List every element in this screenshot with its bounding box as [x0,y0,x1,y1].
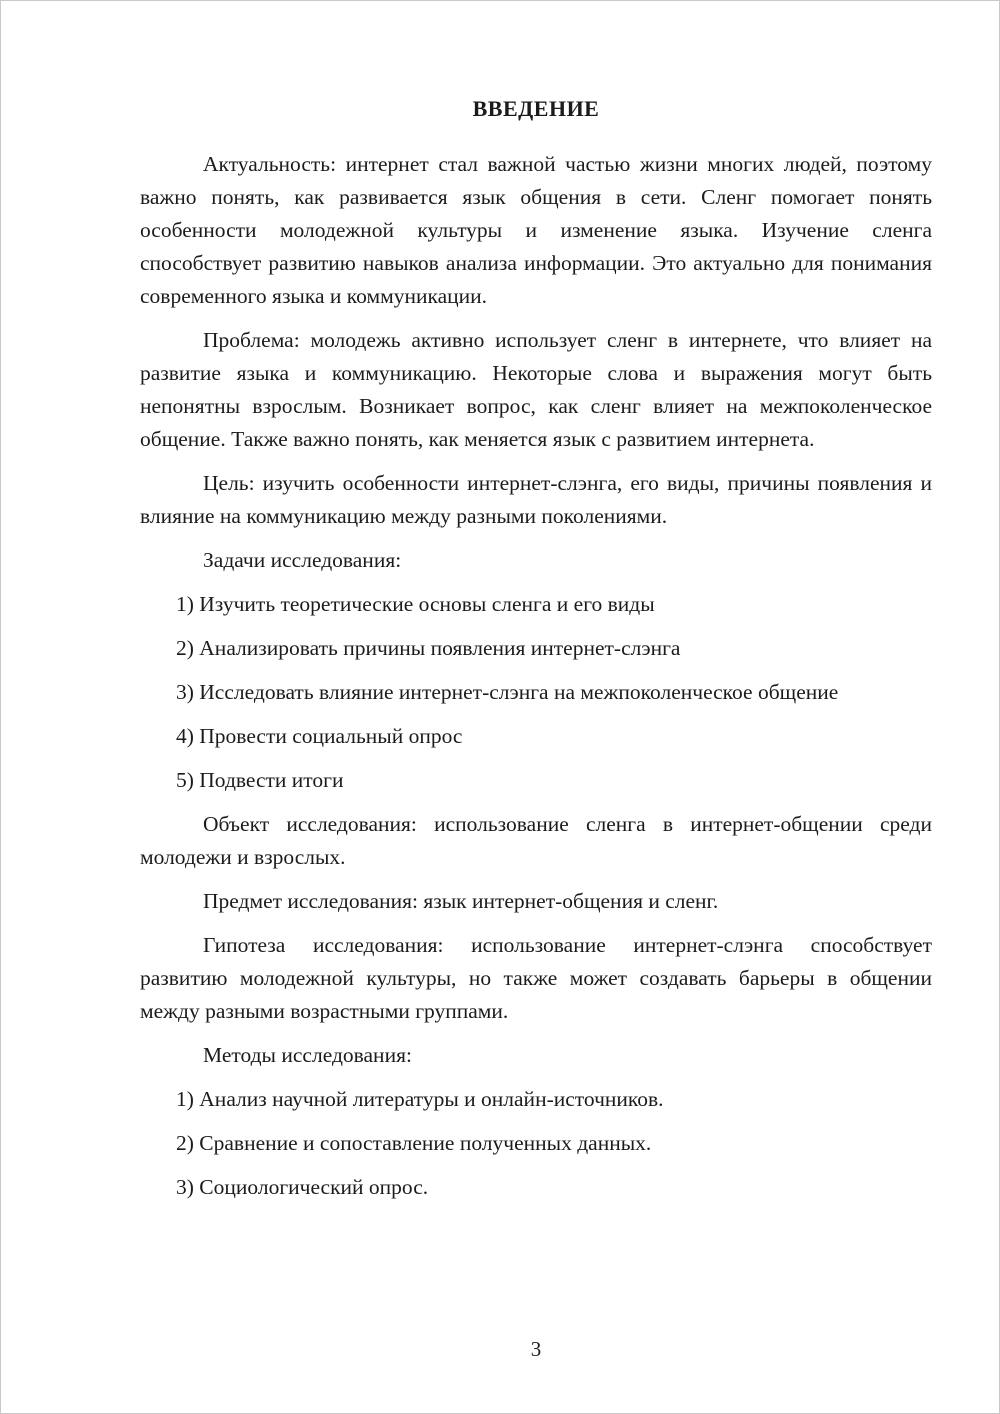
page-title: ВВЕДЕНИЕ [472,96,600,121]
paragraph-goal: Цель: изучить особенности интернет-слэнга, его виды, причины появления и влияние на коммуникацию между разными поколениями. [140,471,932,528]
paragraph-methods-heading: Методы исследования: [203,1043,412,1067]
paragraph-problem: Проблема: молодежь активно использует сленг в интернете, что влияет на развитие языка и коммуникацию. Некоторые слова и выражения могут быть непонятны взрослым. Возникает вопрос, как сленг влияет на межпоколенческое общение. Также важно понять, как меняется язык с развитием интернета. [140,328,932,451]
task-list-item-2: 2) Анализировать причины появления интернет-слэнга [176,636,681,660]
task-list-item-4: 4) Провести социальный опрос [176,724,463,748]
method-list-item-3: 3) Социологический опрос. [176,1175,429,1199]
task-list-item-5: 5) Подвести итоги [176,768,344,792]
method-list-item-1: 1) Анализ научной литературы и онлайн-источников. [176,1087,664,1111]
paragraph-hypothesis: Гипотеза исследования: использование интернет-слэнга способствует развитию молодежной культуры, но также может создавать барьеры в общении между разными возрастными группами. [140,933,932,1023]
paragraph-actuality: Актуальность: интернет стал важной частью жизни многих людей, поэтому важно понять, как развивается язык общения в сети. Сленг помогает понять особенности молодежной культуры и изменение языка. Изучение сленга способствует развитию навыков анализа информации. Это актуально для понимания современного языка и коммуникации. [140,152,932,308]
task-list-item-1: 1) Изучить теоретические основы сленга и его виды [176,592,655,616]
task-list-item-3: 3) Исследовать влияние интернет-слэнга на межпоколенческое общение [176,680,839,704]
paragraph-object: Объект исследования: использование сленга в интернет-общении среди молодежи и взрослых. [140,812,932,869]
method-list-item-2: 2) Сравнение и сопоставление полученных данных. [176,1131,652,1155]
paragraph-tasks-heading: Задачи исследования: [203,548,402,572]
paragraph-subject: Предмет исследования: язык интернет-общения и сленг. [203,889,719,913]
page-number: 3 [530,1337,542,1361]
